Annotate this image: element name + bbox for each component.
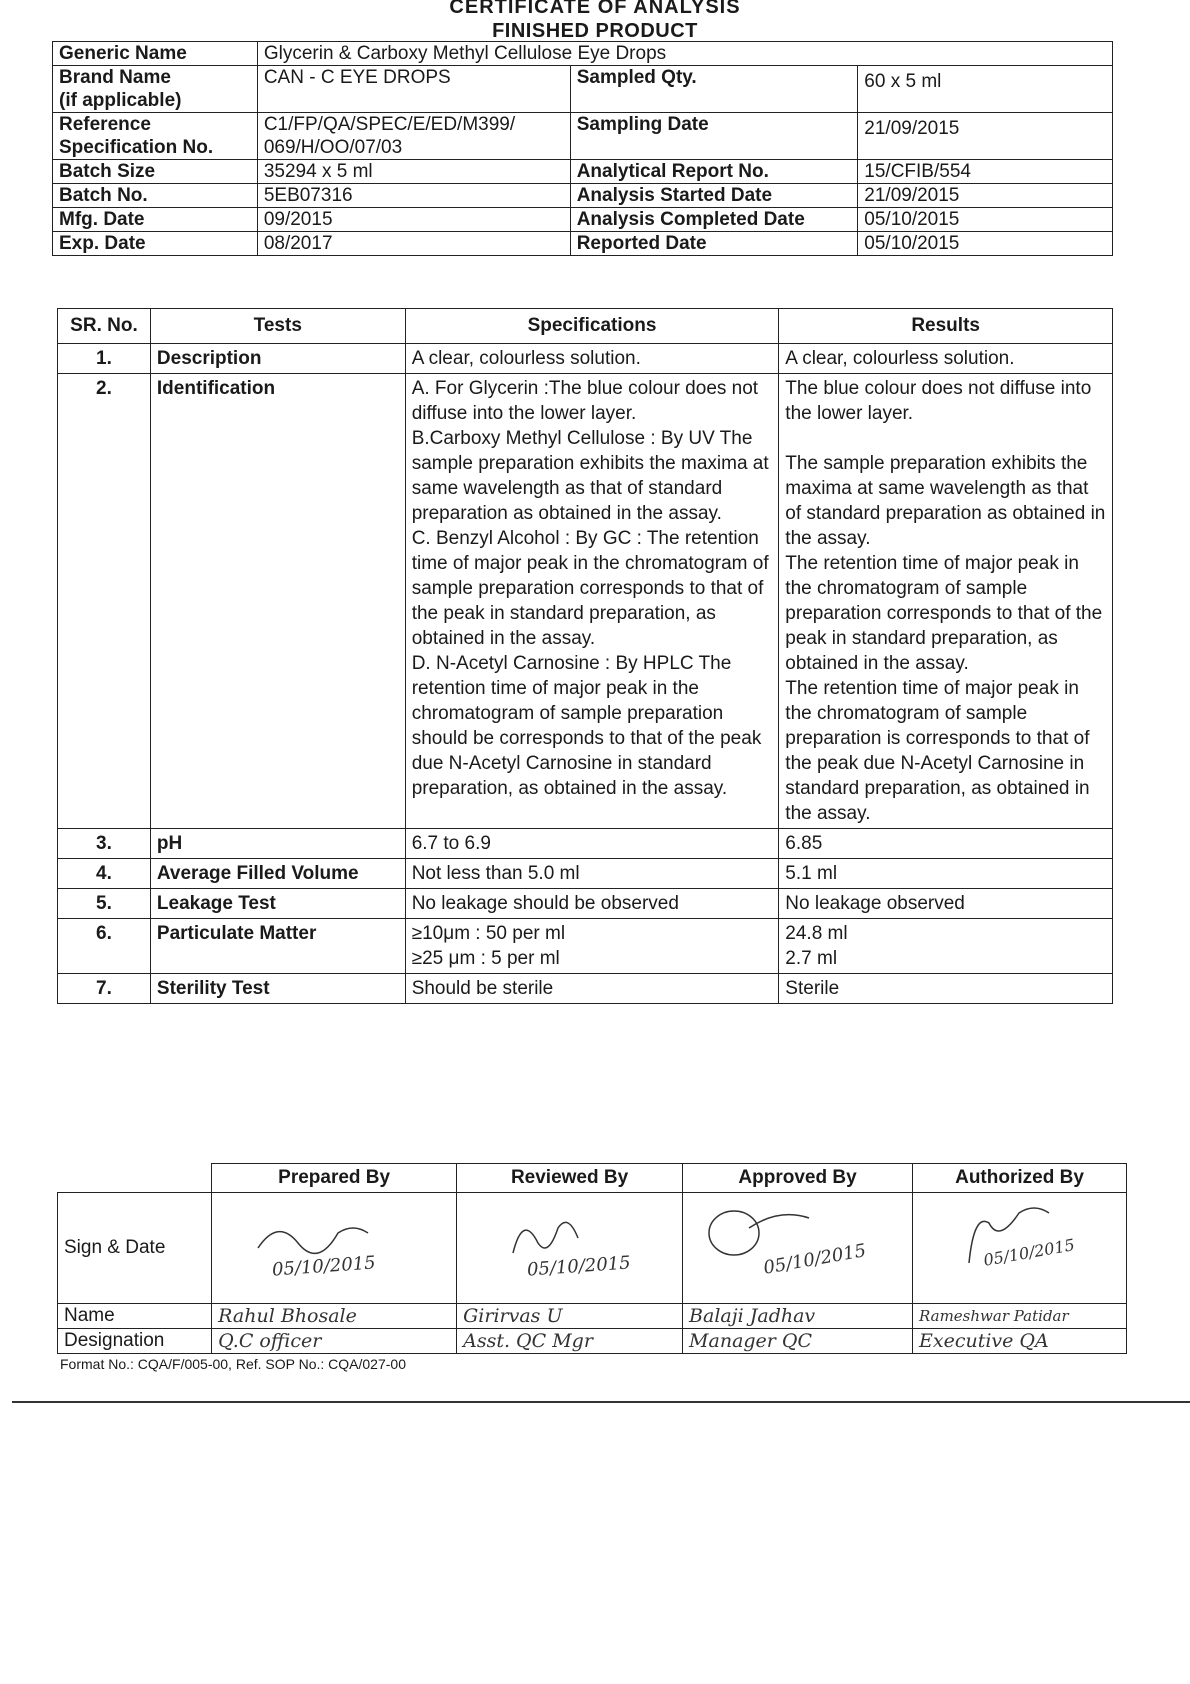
- test-sr-no: 7.: [58, 974, 151, 1004]
- bottom-divider: [12, 1401, 1190, 1403]
- mfg-date-row: [53, 208, 1113, 232]
- test-row: [58, 829, 1113, 859]
- result-paragraph: The retention time of major peak in the chromatogram of sample preparation corresponds to that of the peak in standard preparation, as obtained in the assay.: [785, 553, 1103, 674]
- specification-paragraph: A. For Glycerin :The blue colour does not diffuse into the lower layer.: [411, 378, 759, 424]
- result-paragraph: 6.85: [785, 833, 823, 854]
- prepared-signature: [212, 1193, 457, 1304]
- specification-paragraph: Not less than 5.0 ml: [411, 863, 580, 884]
- test-specification: [405, 829, 779, 859]
- brand-name-label-line1: Brand Name: [59, 67, 171, 88]
- generic-name-row: [53, 42, 1113, 66]
- reference-label-line1: Reference: [59, 114, 151, 135]
- specification-paragraph: Should be sterile: [411, 978, 554, 999]
- brand-name-label-line2: (if applicable): [59, 90, 182, 111]
- col-sr-no: SR. No.: [58, 309, 151, 344]
- approved-signature: [683, 1193, 913, 1304]
- authorized-name: Rameshwar Patidar: [913, 1304, 1127, 1329]
- sampling-date-value: 21/09/2015: [858, 113, 1113, 160]
- approved-name: Balaji Jadhav: [683, 1304, 913, 1329]
- test-specification: [405, 374, 779, 829]
- reviewed-name: Girirvas U: [457, 1304, 683, 1329]
- result-paragraph: The sample preparation exhibits the maxima at same wavelength as that of standard preparation as obtained in the assay.: [785, 453, 1106, 549]
- reference-value-line1: C1/FP/QA/SPEC/E/ED/M399/: [263, 114, 516, 135]
- result-paragraph: The blue colour does not diffuse into the lower layer.: [785, 378, 1092, 424]
- batch-size-row: [53, 160, 1113, 184]
- result-paragraph: 24.8 ml: [785, 923, 848, 944]
- exp-date-label: Exp. Date: [53, 232, 258, 256]
- sampled-qty-label: Sampled Qty.: [570, 66, 858, 113]
- test-specification: [405, 889, 779, 919]
- result-paragraph: No leakage observed: [785, 893, 965, 914]
- specification-paragraph: 6.7 to 6.9: [411, 833, 491, 854]
- name-row: [58, 1304, 1127, 1329]
- mfg-date-label: Mfg. Date: [53, 208, 258, 232]
- authorized-date: 05/10/2015: [981, 1235, 1077, 1270]
- tests-table: [57, 308, 1113, 1004]
- sampled-qty-value: 60 x 5 ml: [858, 66, 1113, 113]
- test-sr-no: 5.: [58, 889, 151, 919]
- specification-paragraph: No leakage should be observed: [411, 893, 679, 914]
- reference-row: [53, 113, 1113, 160]
- analytical-report-label: Analytical Report No.: [570, 160, 858, 184]
- test-name: Leakage Test: [150, 889, 405, 919]
- test-sr-no: 1.: [58, 344, 151, 374]
- exp-date-value: 08/2017: [257, 232, 570, 256]
- document-subtitle: FINISHED PRODUCT: [492, 20, 698, 42]
- test-name: Particulate Matter: [150, 919, 405, 974]
- test-result: [779, 344, 1113, 374]
- test-row: [58, 859, 1113, 889]
- brand-name-label: [53, 66, 258, 113]
- test-sr-no: 3.: [58, 829, 151, 859]
- prepared-name: Rahul Bhosale: [212, 1304, 457, 1329]
- mfg-date-value: 09/2015: [257, 208, 570, 232]
- exp-date-row: [53, 232, 1113, 256]
- tests-body: [58, 344, 1113, 1004]
- analysis-started-label: Analysis Started Date: [570, 184, 858, 208]
- signature-table: [57, 1163, 1127, 1354]
- test-row: [58, 374, 1113, 829]
- test-specification: [405, 859, 779, 889]
- analysis-completed-label: Analysis Completed Date: [570, 208, 858, 232]
- signature-corner: [58, 1164, 212, 1193]
- test-result: [779, 829, 1113, 859]
- result-paragraph: The retention time of major peak in the chromatogram of sample preparation is corresponds to that of the peak due N-Acetyl Carnosine in standard preparation, as obtained in the assay.: [785, 678, 1090, 824]
- brand-name-row: [53, 66, 1113, 113]
- col-prepared-by: Prepared By: [212, 1164, 457, 1193]
- specification-paragraph: B.Carboxy Methyl Cellulose : By UV The sample preparation exhibits the maxima at same wavelength as that of standard preparation as obtained in the assay.: [411, 428, 769, 524]
- test-row: [58, 344, 1113, 374]
- authorized-designation: Executive QA: [913, 1329, 1127, 1354]
- reference-label-line2: Specification No.: [59, 137, 214, 158]
- test-result: [779, 974, 1113, 1004]
- generic-name-label: Generic Name: [53, 42, 258, 66]
- test-specification: [405, 919, 779, 974]
- test-result: [779, 374, 1113, 829]
- specification-paragraph: C. Benzyl Alcohol : By GC : The retention time of major peak in the chromatogram of sample preparation corresponds to that of the peak in standard preparation, as obtained in the assay.: [411, 528, 769, 649]
- prepared-date: 05/10/2015: [271, 1252, 377, 1281]
- approved-date: 05/10/2015: [761, 1240, 868, 1279]
- designation-label: Designation: [58, 1329, 212, 1354]
- reference-label: [53, 113, 258, 160]
- batch-no-label: Batch No.: [53, 184, 258, 208]
- specification-paragraph: ≥10μm : 50 per ml: [411, 923, 566, 944]
- reviewed-date: 05/10/2015: [526, 1252, 632, 1281]
- sign-date-row: [58, 1193, 1127, 1304]
- specification-paragraph: ≥25 μm : 5 per ml: [411, 948, 560, 969]
- test-result: [779, 859, 1113, 889]
- approved-designation: Manager QC: [683, 1329, 913, 1354]
- generic-name-value: Glycerin & Carboxy Methyl Cellulose Eye Drops: [257, 42, 1112, 66]
- test-row: [58, 974, 1113, 1004]
- sampling-date-label: Sampling Date: [570, 113, 858, 160]
- test-sr-no: 4.: [58, 859, 151, 889]
- batch-no-row: [53, 184, 1113, 208]
- col-approved-by: Approved By: [683, 1164, 913, 1193]
- col-authorized-by: Authorized By: [913, 1164, 1127, 1193]
- reference-value: [257, 113, 570, 160]
- signature-header-row: [58, 1164, 1127, 1193]
- product-info-table: [52, 41, 1113, 256]
- col-specifications: Specifications: [405, 309, 779, 344]
- analysis-completed-value: 05/10/2015: [858, 208, 1113, 232]
- name-label: Name: [58, 1304, 212, 1329]
- analysis-started-value: 21/09/2015: [858, 184, 1113, 208]
- col-results: Results: [779, 309, 1113, 344]
- test-specification: [405, 974, 779, 1004]
- reported-date-value: 05/10/2015: [858, 232, 1113, 256]
- test-specification: [405, 344, 779, 374]
- designation-row: [58, 1329, 1127, 1354]
- authorized-signature: [913, 1193, 1127, 1304]
- test-row: [58, 889, 1113, 919]
- result-paragraph: A clear, colourless solution.: [785, 348, 1015, 369]
- result-paragraph: Sterile: [785, 978, 840, 999]
- specification-paragraph: D. N-Acetyl Carnosine : By HPLC The retention time of major peak in the chromatogram of sample preparation should be corresponds to that of the peak due N-Acetyl Carnosine in standard preparation, as obtained in the assay.: [411, 653, 762, 799]
- col-tests: Tests: [150, 309, 405, 344]
- batch-size-label: Batch Size: [53, 160, 258, 184]
- test-row: [58, 919, 1113, 974]
- tests-header-row: [58, 309, 1113, 344]
- test-name: Description: [150, 344, 405, 374]
- result-paragraph: 5.1 ml: [785, 863, 838, 884]
- brand-name-value: CAN - C EYE DROPS: [257, 66, 570, 113]
- reference-value-line2: 069/H/OO/07/03: [263, 137, 403, 158]
- test-result: [779, 889, 1113, 919]
- document-title: CERTIFICATE OF ANALYSIS: [449, 0, 741, 18]
- test-sr-no: 6.: [58, 919, 151, 974]
- format-number: Format No.: CQA/F/005-00, Ref. SOP No.: CQA/027-00: [60, 1356, 406, 1372]
- specification-paragraph: A clear, colourless solution.: [411, 348, 641, 369]
- batch-size-value: 35294 x 5 ml: [257, 160, 570, 184]
- col-reviewed-by: Reviewed By: [457, 1164, 683, 1193]
- reviewed-designation: Asst. QC Mgr: [457, 1329, 683, 1354]
- result-paragraph: 2.7 ml: [785, 948, 838, 969]
- reported-date-label: Reported Date: [570, 232, 858, 256]
- batch-no-value: 5EB07316: [257, 184, 570, 208]
- analytical-report-value: 15/CFIB/554: [858, 160, 1113, 184]
- test-name: Average Filled Volume: [150, 859, 405, 889]
- sign-date-label: Sign & Date: [58, 1193, 212, 1304]
- test-name: Identification: [150, 374, 405, 829]
- authorized-signature-scribble: [919, 1193, 1119, 1283]
- test-name: Sterility Test: [150, 974, 405, 1004]
- test-sr-no: 2.: [58, 374, 151, 829]
- test-result: [779, 919, 1113, 974]
- reviewed-signature: [457, 1193, 683, 1304]
- prepared-designation: Q.C officer: [212, 1329, 457, 1354]
- test-name: pH: [150, 829, 405, 859]
